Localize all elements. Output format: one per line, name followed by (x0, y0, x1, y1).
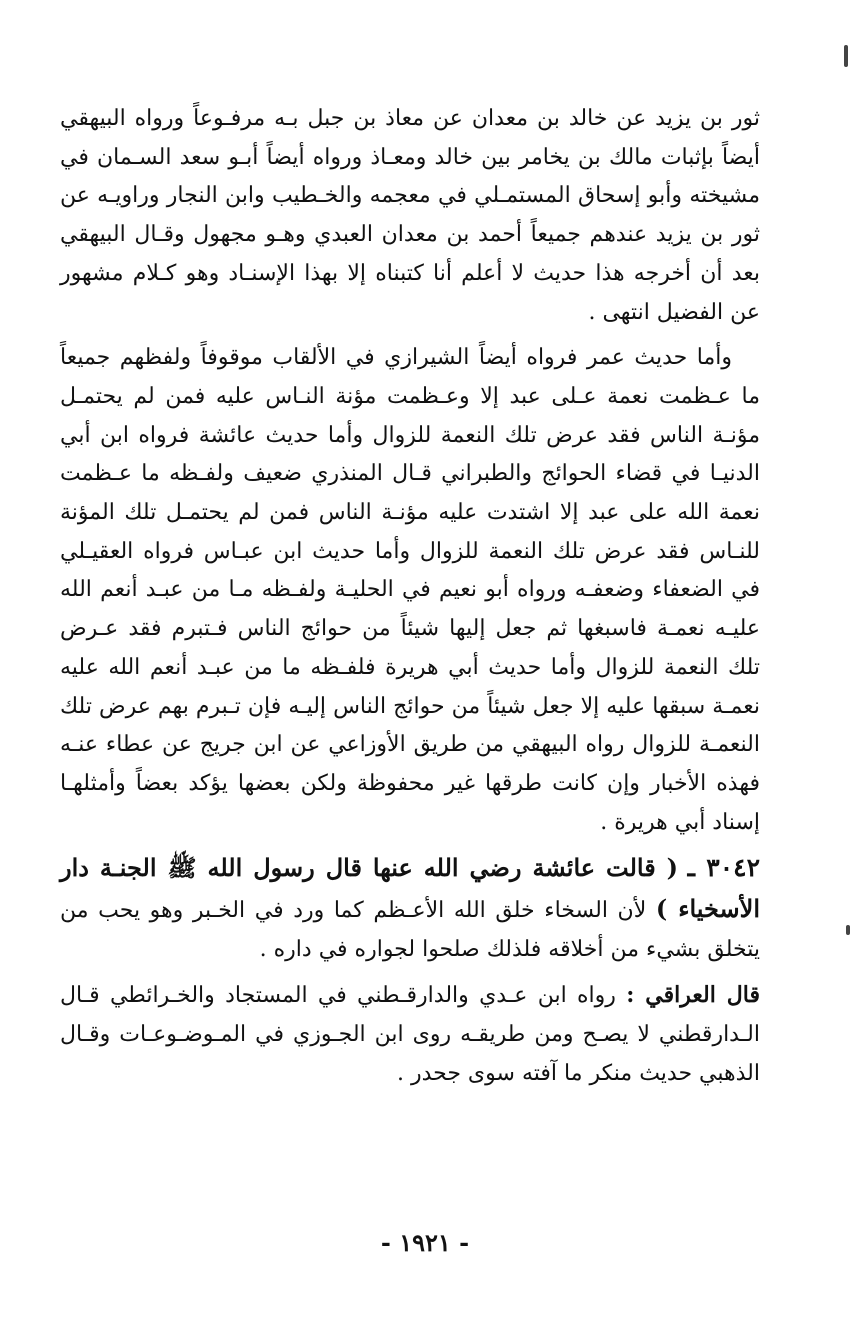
hadith-text: ( قالت عائشة رضي الله عنها قال رسول الله ﷺ الجنـة دار الأسخياء ) (60, 853, 761, 924)
hadith-entry (60, 849, 760, 969)
page-number: - ١٩٢١ - (380, 1228, 470, 1257)
paragraph-commentary-1: ثور بن يزيد عن خالد بن معدان عن معاذ بن جبل بـه مرفـوعاً ورواه البيهقي أيضاً بإثبات مالك بن يخامر بين خالد ومعـاذ ورواه أيضاً أبـو سعد السـمان في مشيخته وأبو إسحاق المستمـلي في معجمه والخـطيب وابن النجار وراويـه عن ثور بن يزيد عندهم جميعاً أحمد بن معدان العبدي وهـو مجهول وقـال البيهقي بعد أن أخرجه هذا حديث لا أعلم أنا كتبناه إلا بهذا الإسنـاد وهو كـلام مشهور عن الفضيل انتهى . (60, 106, 760, 325)
iraqi-text: رواه ابن عـدي والدارقـطني في المستجاد والخـرائطي قـال الـدارقطني لا يصـح ومن طريقـه روى ابن الجـوزي في المـوضـوعـات وقـال الذهبي حديث منكر ما آفته سوى جحدر . (60, 983, 760, 1086)
page-body (60, 100, 760, 1094)
iraqi-label: قال العراقي : (626, 982, 760, 1009)
iraqi-note (60, 976, 760, 1093)
paragraph-commentary-2: وأما حديث عمر فرواه أيضاً الشيرازي في الألقاب موقوفاً ولفظهم جميعاً ما عـظمت نعمة عـلى عبد إلا وعـظمت مؤنة النـاس عليه فمن لم يحتمـل مؤنـة الناس فقد عرض تلك النعمة للزوال وأما حديث عائشة فرواه ابن أبي الدنيـا في قضاء الحوائج والطبراني قـال المنذري ضعيف ولفـظه ما عـظمت نعمة الله على عبد إلا اشتدت عليه مؤنـة الناس فمن لم يحتمـل تلك المؤنة للنـاس فقد عرض تلك النعمة للزوال وأما حديث ابن عبـاس فرواه العقيـلي في الضعفاء وضعفـه ورواه أبو نعيم في الحليـة ولفـظه مـا من عبـد أنعم الله عليـه نعمـة فاسبغها ثم جعل إليها شيئاً من حوائج الناس فـتبرم فقد عـرض تلك النعمة للزوال وأما حديث أبي هريرة فلفـظه ما من عبـد أنعم الله عليه نعمـة سبقها عليه إلا جعل شيئاً من حوائج الناس إليـه فإن تـبرم بهم عرض تلك النعمـة للزوال رواه البيهقي من طريق الأوزاعي عن ابن جريج عن عطاء عنـه فهذه الأخبار وإن كانت طرقها غير محفوظة ولكن بعضها يؤكد بعضاً وأمثلهـا إسناد أبي هريرة . (60, 345, 760, 835)
hadith-commentary: لأن السخاء خلق الله الأعـظم كما ورد في الخـبر وهو يحب من يتخلق بشيء من أخلاقه فلذلك صلحوا لجواره في داره . (60, 898, 760, 962)
hadith-number: ٣٠٤٢ ـ (687, 853, 760, 883)
scan-edge-mark-middle (846, 925, 850, 935)
scan-edge-mark-top (844, 45, 848, 67)
